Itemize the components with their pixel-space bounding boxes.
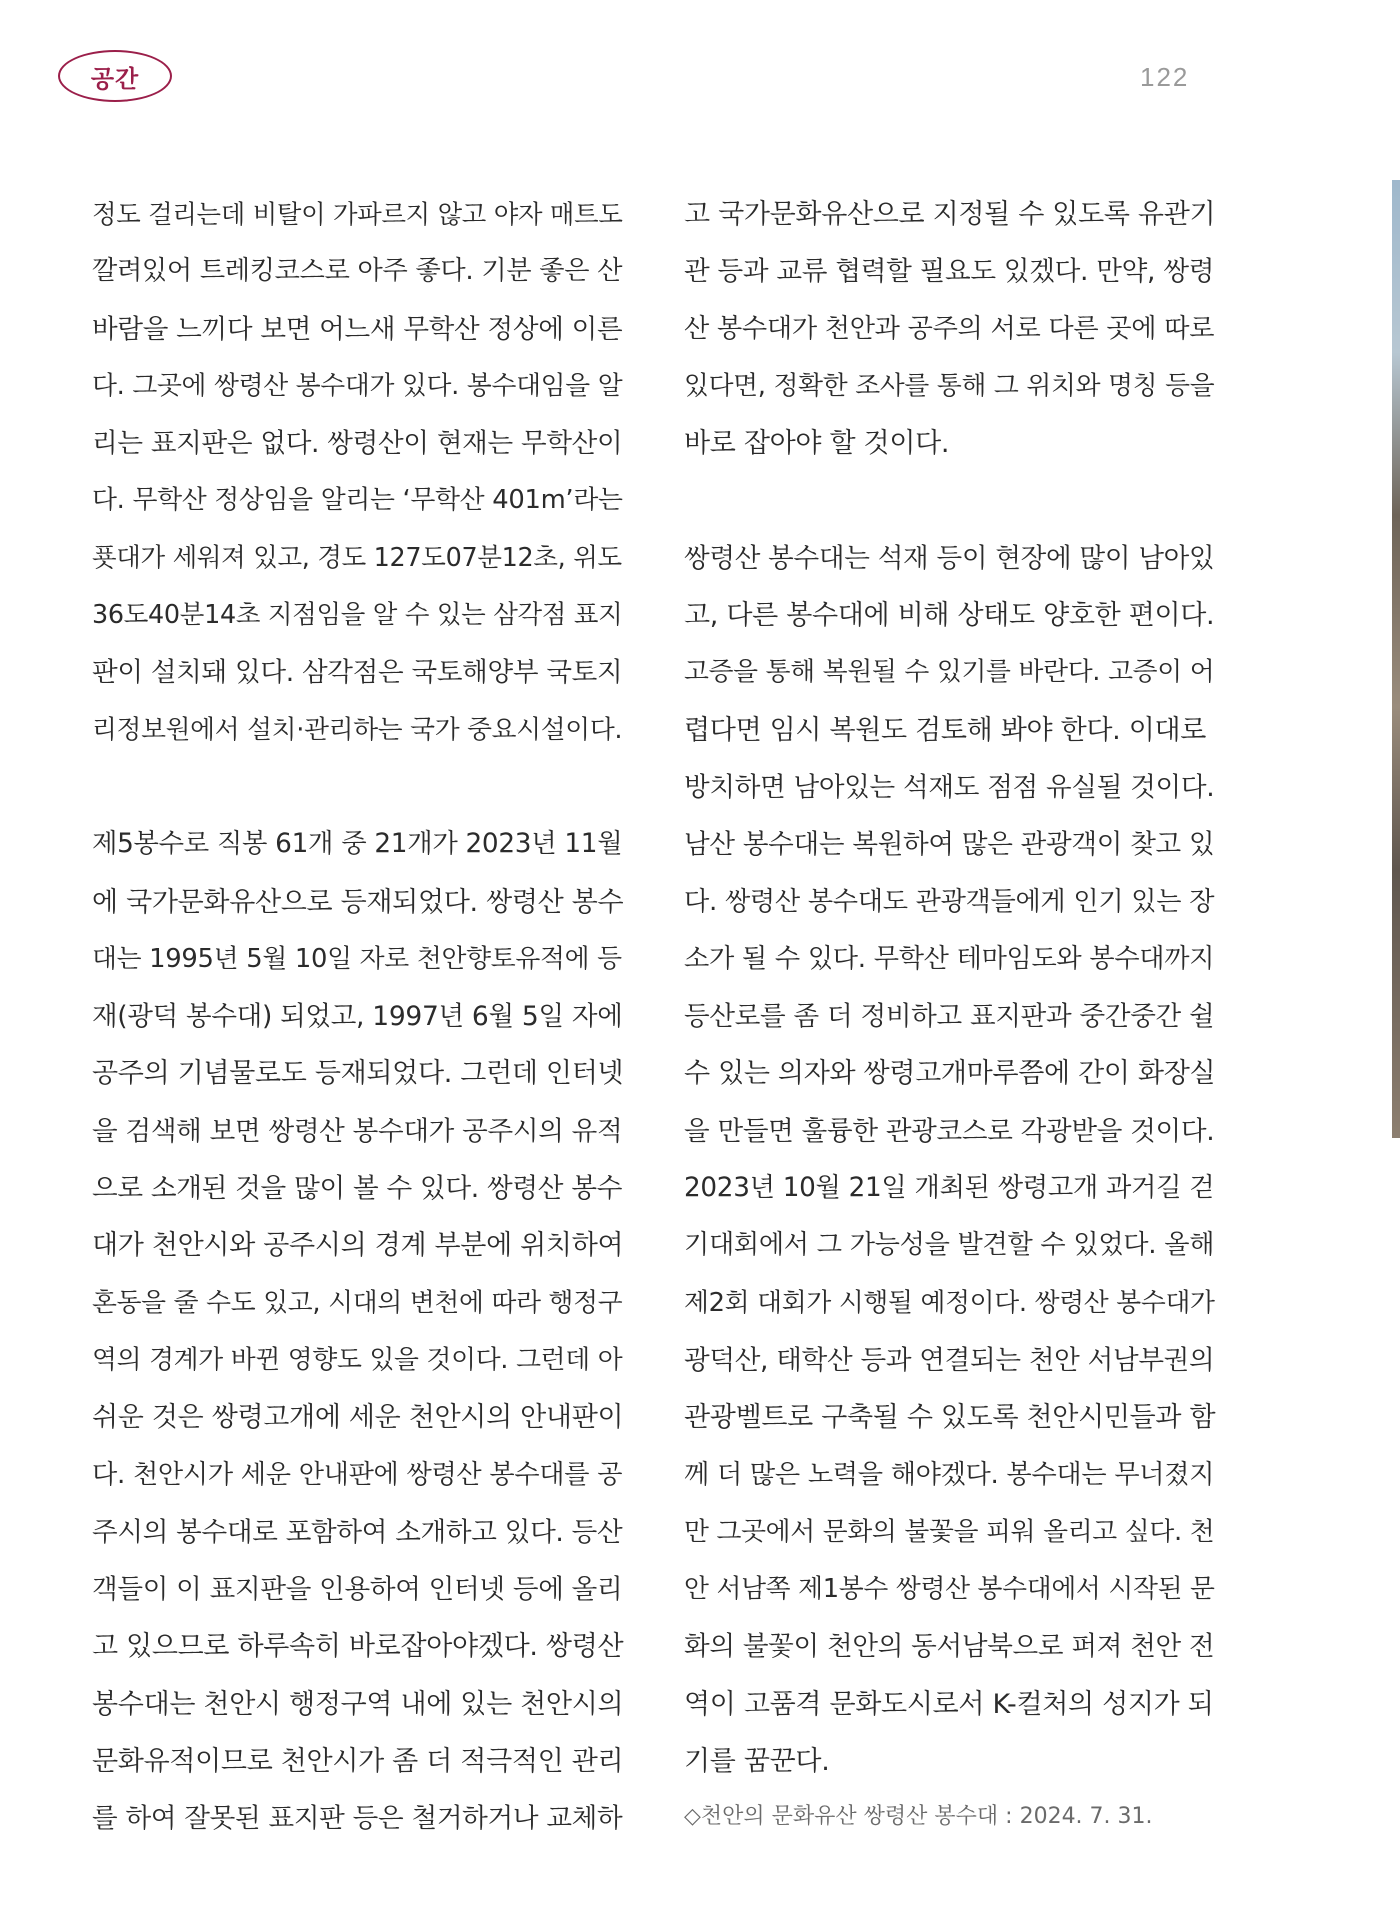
text-line: 역이 고품격 문화도시로서 K-컬처의 성지가 되	[684, 1688, 1214, 1720]
text-line: 관광벨트로 구축될 수 있도록 천안시민들과 함	[684, 1402, 1216, 1434]
text-line: 있다면, 정확한 조사를 통해 그 위치와 명칭 등을	[684, 370, 1215, 401]
text-line: 봉수대는 천안시 행정구역 내에 있는 천안시의	[92, 1688, 624, 1720]
text-line: 2023년 10월 21일 개최된 쌍령고개 과거길 걷	[684, 1173, 1215, 1204]
text-line: 리는 표지판은 없다. 쌍령산이 현재는 무학산이	[92, 428, 623, 460]
text-line: 제5봉수로 직봉 61개 중 21개가 2023년 11월	[92, 829, 623, 860]
text-line: 정도 걸리는데 비탈이 가파르지 않고 야자 매트도	[92, 199, 623, 229]
text-line: 판이 설치돼 있다. 삼각점은 국토해양부 국토지	[92, 657, 623, 689]
text-line: 으로 소개된 것을 많이 볼 수 있다. 쌍령산 봉수	[92, 1173, 623, 1205]
text-line: 안 서남쪽 제1봉수 쌍령산 봉수대에서 시작된 문	[684, 1574, 1215, 1605]
text-line: 문화유적이므로 천안시가 좀 더 적극적인 관리	[92, 1746, 624, 1778]
text-line: 다. 무학산 정상임을 알리는 ‘무학산 401m’라는	[92, 485, 623, 516]
text-line: 을 만들면 훌륭한 관광코스로 각광받을 것이다.	[684, 1115, 1215, 1147]
page-number: 122	[1140, 62, 1190, 92]
text-line: 푯대가 세워져 있고, 경도 127도07분12초, 위도	[92, 542, 622, 573]
text-line: 고증을 통해 복원될 수 있기를 바란다. 고증이 어	[684, 657, 1215, 688]
text-line: 고, 다른 봉수대에 비해 상태도 양호한 편이다.	[684, 600, 1215, 632]
text-line: 다. 그곳에 쌍령산 봉수대가 있다. 봉수대임을 알	[92, 370, 623, 401]
text-line: 혼동을 줄 수도 있고, 시대의 변천에 따라 행정구	[92, 1287, 623, 1318]
text-line: 를 하여 잘못된 표지판 등은 철거하거나 교체하	[92, 1803, 623, 1835]
text-line: 재(광덕 봉수대) 되었고, 1997년 6월 5일 자에	[92, 1001, 623, 1033]
text-line: 다. 쌍령산 봉수대도 관광객들에게 인기 있는 장	[684, 886, 1215, 917]
right-paragraph-1	[684, 186, 1219, 472]
left-paragraph-1	[92, 186, 627, 759]
text-line: 공주의 기념물로도 등재되었다. 그런데 인터넷	[92, 1058, 624, 1090]
text-line: 만 그곳에서 문화의 불꽃을 피워 올리고 싶다. 천	[684, 1516, 1215, 1547]
section-label: 공간	[90, 64, 140, 93]
text-line: 쌍령산 봉수대는 석재 등이 현장에 많이 남아있	[684, 542, 1215, 574]
photo-caption: ◇천안의 문화유산 쌍령산 봉수대 : 2024. 7. 31.	[684, 1804, 1153, 1830]
text-line: 제2회 대회가 시행될 예정이다. 쌍령산 봉수대가	[684, 1287, 1215, 1318]
text-line: 방치하면 남아있는 석재도 점점 유실될 것이다.	[684, 771, 1215, 803]
text-line: 광덕산, 태학산 등과 연결되는 천안 서남부권의	[684, 1344, 1215, 1376]
text-line: 깔려있어 트레킹코스로 아주 좋다. 기분 좋은 산	[92, 256, 623, 287]
text-line: 역의 경계가 바뀐 영향도 있을 것이다. 그런데 아	[92, 1344, 623, 1375]
right-column	[684, 186, 1219, 1834]
text-line: 관 등과 교류 협력할 필요도 있겠다. 만약, 쌍령	[684, 256, 1215, 288]
text-line: 수 있는 의자와 쌍령고개마루쯤에 간이 화장실	[684, 1058, 1216, 1090]
text-line: 리정보원에서 설치·관리하는 국가 중요시설이다.	[92, 714, 623, 745]
text-line: 소가 될 수 있다. 무학산 테마임도와 봉수대까지	[684, 943, 1215, 974]
text-line: 기대회에서 그 가능성을 발견할 수 있었다. 올해	[684, 1230, 1215, 1261]
text-line: 대는 1995년 5월 10일 자로 천안향토유적에 등	[92, 943, 622, 974]
text-line: 다. 천안시가 세운 안내판에 쌍령산 봉수대를 공	[92, 1459, 623, 1490]
right-paragraph-2	[684, 530, 1219, 1791]
edge-photo-strip	[1392, 180, 1400, 1138]
text-line: 께 더 많은 노력을 해야겠다. 봉수대는 무너졌지	[684, 1459, 1215, 1490]
text-line: 을 검색해 보면 쌍령산 봉수대가 공주시의 유적	[92, 1115, 623, 1147]
text-line: 36도40분14초 지점임을 알 수 있는 삼각점 표지	[92, 600, 623, 631]
text-line: 고 국가문화유산으로 지정될 수 있도록 유관기	[684, 199, 1216, 230]
left-column	[92, 186, 627, 1848]
paragraph-gap	[92, 759, 627, 816]
left-paragraph-2	[92, 816, 627, 1847]
text-line: 등산로를 좀 더 정비하고 표지판과 중간중간 쉴	[684, 1001, 1215, 1033]
text-line: 바람을 느끼다 보면 어느새 무학산 정상에 이른	[92, 313, 623, 345]
paragraph-gap	[684, 472, 1219, 529]
text-line: 산 봉수대가 천안과 공주의 서로 다른 곳에 따로	[684, 313, 1215, 344]
text-line: 남산 봉수대는 복원하여 많은 관광객이 찾고 있	[684, 829, 1215, 861]
text-line: 고 있으므로 하루속히 바로잡아야겠다. 쌍령산	[92, 1631, 624, 1663]
text-line: 주시의 봉수대로 포함하여 소개하고 있다. 등산	[92, 1516, 623, 1548]
text-line: 기를 꿈꾼다.	[684, 1746, 830, 1778]
text-line: 화의 불꽃이 천안의 동서남북으로 퍼져 천안 전	[684, 1631, 1215, 1663]
section-badge	[58, 50, 172, 102]
text-line: 에 국가문화유산으로 등재되었다. 쌍령산 봉수	[92, 886, 624, 918]
text-line: 쉬운 것은 쌍령고개에 세운 천안시의 안내판이	[92, 1402, 624, 1434]
text-line: 바로 잡아야 할 것이다.	[684, 428, 950, 460]
text-line: 객들이 이 표지판을 인용하여 인터넷 등에 올리	[92, 1574, 623, 1606]
text-line: 렵다면 임시 복원도 검토해 봐야 한다. 이대로	[684, 714, 1207, 746]
text-line: 대가 천안시와 공주시의 경계 부분에 위치하여	[92, 1230, 624, 1262]
